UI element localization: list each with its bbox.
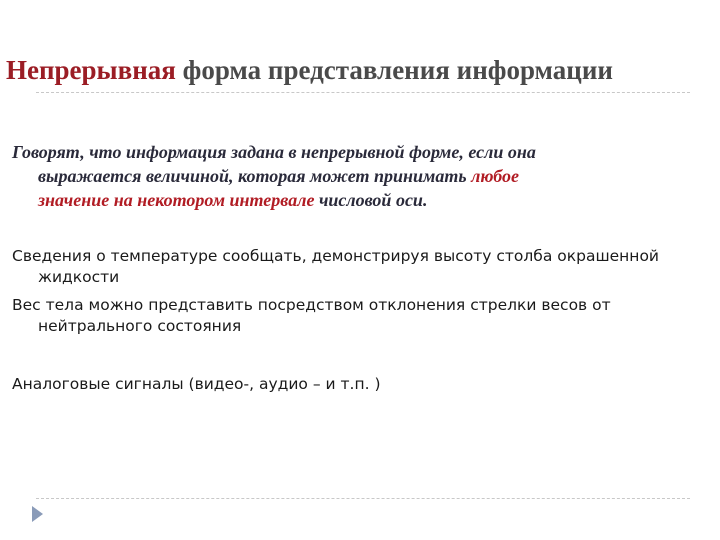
weight-paragraph xyxy=(12,295,702,337)
definition-line-3-text: числовой оси. xyxy=(314,190,428,210)
weight-line-1: Вес тела можно представить посредством отклонения стрелки весов от xyxy=(12,296,611,314)
slide-title xyxy=(6,52,716,88)
bottom-divider xyxy=(36,498,690,499)
title-accent-word: Непрерывная xyxy=(6,55,176,85)
definition-line-1: Говорят, что информация задана в непрерывной форме, если она xyxy=(12,142,536,162)
temperature-line-1: Сведения о температуре сообщать, демонстрируя высоту столба окрашенной xyxy=(12,247,659,265)
temperature-line-2: жидкости xyxy=(38,268,120,286)
top-divider xyxy=(36,92,690,93)
definition-line-3 xyxy=(12,188,702,212)
analog-line: Аналоговые сигналы (видео-, аудио – и т.п. ) xyxy=(12,375,381,393)
title-rest: форма представления информации xyxy=(175,55,613,85)
triangle-right-icon[interactable] xyxy=(32,506,43,522)
weight-line-2: нейтрального состояния xyxy=(38,317,242,335)
definition-highlight-interval: значение на некотором интервале xyxy=(38,190,315,210)
definition-paragraph xyxy=(12,140,702,212)
analog-paragraph xyxy=(12,374,702,395)
definition-highlight-any: любое xyxy=(471,166,519,186)
temperature-paragraph xyxy=(12,246,702,288)
definition-line-2-text: выражается величиной, которая может принимать xyxy=(38,166,472,186)
definition-line-2 xyxy=(12,164,702,188)
